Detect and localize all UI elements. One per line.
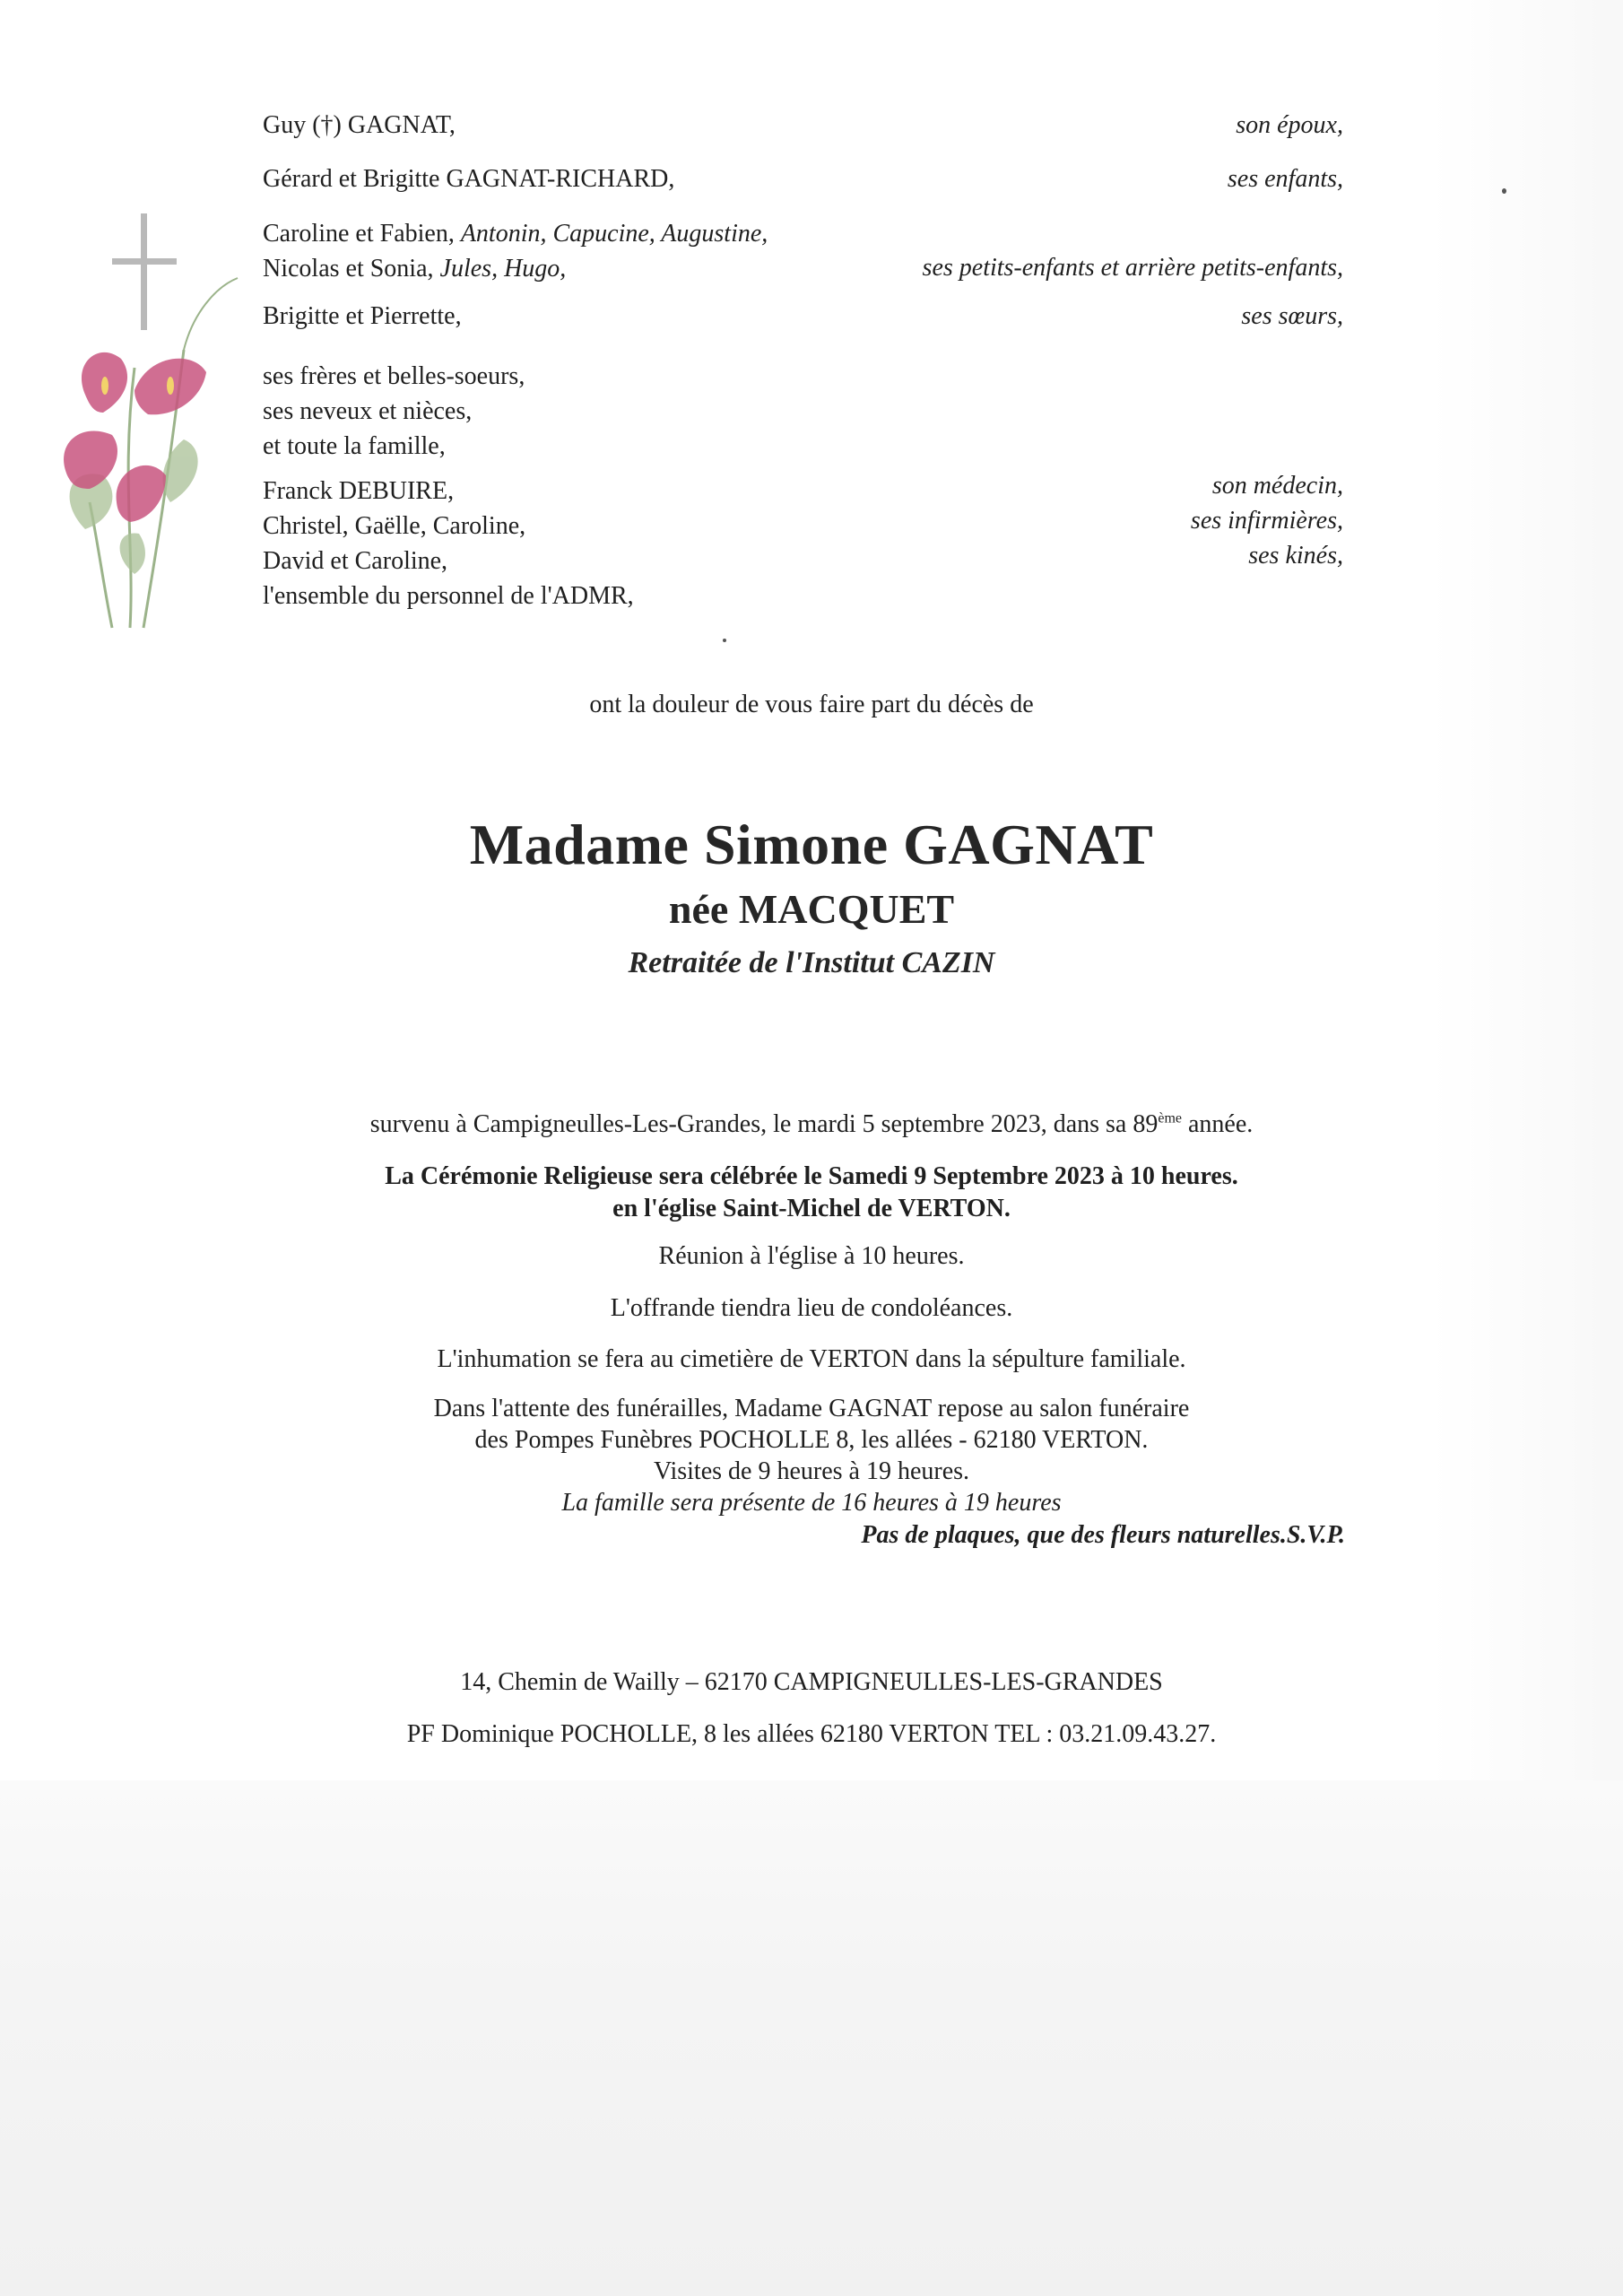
funeral-home-contact: PF Dominique POCHOLLE, 8 les allées 62180 VERTON TEL : 03.21.09.43.27. bbox=[406, 1720, 1217, 1748]
caregiver-text: Franck DEBUIRE, bbox=[263, 477, 455, 505]
relation-text: ses kinés, bbox=[1248, 542, 1343, 570]
deceased-name: Madame Simone GAGNAT bbox=[469, 813, 1154, 876]
offrande-info: L'offrande tiendra lieu de condoléances. bbox=[610, 1294, 1013, 1322]
family-presence: La famille sera présente de 16 heures à 19 heures bbox=[561, 1489, 1062, 1517]
death-text-end: année. bbox=[1182, 1110, 1254, 1138]
family-name-text: et toute la famille, bbox=[263, 432, 446, 460]
family-extended bbox=[263, 359, 525, 464]
cross-icon bbox=[112, 213, 177, 330]
scan-speck bbox=[723, 639, 726, 642]
family-name-text: ses neveux et nièces, bbox=[263, 397, 473, 425]
caregiver-text: David et Caroline, bbox=[263, 547, 448, 575]
grandchildren-names: Jules, Hugo, bbox=[439, 255, 567, 283]
maiden-name: née MACQUET bbox=[668, 886, 955, 932]
ceremony-line-1: La Cérémonie Religieuse sera célébrée le Samedi 9 Septembre 2023 à 10 heures. bbox=[385, 1162, 1238, 1190]
caregiver-text: Christel, Gaëlle, Caroline, bbox=[263, 512, 526, 540]
relation-text: ses infirmières, bbox=[1190, 507, 1343, 535]
relation-spouse: son époux, bbox=[1236, 111, 1343, 139]
caregiver-text: l'ensemble du personnel de l'ADMR, bbox=[263, 582, 634, 610]
announcement-intro: ont la douleur de vous faire part du décès de bbox=[589, 691, 1034, 718]
relation-text: son médecin, bbox=[1211, 472, 1343, 500]
relation-children: ses enfants, bbox=[1227, 165, 1343, 193]
relation-sisters: ses sœurs, bbox=[1241, 302, 1343, 330]
deceased-role: Retraitée de l'Institut CAZIN bbox=[628, 946, 995, 979]
family-name-text: Brigitte et Pierrette, bbox=[263, 302, 462, 330]
family-children bbox=[263, 161, 674, 196]
cross-and-lilies-illustration bbox=[49, 206, 265, 637]
relation-grandchildren: ses petits-enfants et arrière petits-enfants, bbox=[922, 254, 1343, 282]
relation-caregivers bbox=[1191, 468, 1343, 573]
flowers-request: Pas de plaques, que des fleurs naturelles.S.V.P. bbox=[861, 1521, 1345, 1549]
family-name-text: Caroline et Fabien, bbox=[263, 220, 461, 248]
death-text: survenu à Campigneulles-Les-Grandes, le mardi 5 septembre 2023, dans sa 89 bbox=[369, 1110, 1159, 1138]
family-address: 14, Chemin de Wailly – 62170 CAMPIGNEULLES-LES-GRANDES bbox=[460, 1668, 1163, 1696]
family-name-text: Guy (†) GAGNAT, bbox=[263, 111, 456, 139]
funerarium-line-2: des Pompes Funèbres POCHOLLE 8, les allées - 62180 VERTON. bbox=[474, 1426, 1149, 1454]
ordinal-suffix: ème bbox=[1158, 1110, 1182, 1126]
family-name-text: Nicolas et Sonia, bbox=[263, 255, 440, 283]
caregivers bbox=[263, 474, 634, 613]
visiting-hours: Visites de 9 heures à 19 heures. bbox=[653, 1457, 970, 1485]
funerarium-line-1: Dans l'attente des funérailles, Madame GAGNAT repose au salon funéraire bbox=[433, 1395, 1190, 1422]
family-name-text: ses frères et belles-soeurs, bbox=[263, 362, 525, 390]
inhumation-info: L'inhumation se fera au cimetière de VERTON dans la sépulture familiale. bbox=[437, 1345, 1186, 1373]
reunion-info: Réunion à l'église à 10 heures. bbox=[658, 1242, 965, 1270]
family-sisters bbox=[263, 299, 462, 334]
death-notice bbox=[0, 1110, 1623, 1139]
grandchildren-names: Antonin, Capucine, Augustine, bbox=[460, 220, 768, 248]
family-spouse bbox=[263, 108, 456, 143]
family-grandchildren bbox=[263, 216, 768, 286]
family-name-text: Gérard et Brigitte GAGNAT-RICHARD, bbox=[263, 165, 675, 193]
scan-shadow bbox=[0, 1780, 1623, 2296]
ceremony-line-2: en l'église Saint-Michel de VERTON. bbox=[612, 1195, 1011, 1222]
scan-speck bbox=[1502, 188, 1506, 194]
